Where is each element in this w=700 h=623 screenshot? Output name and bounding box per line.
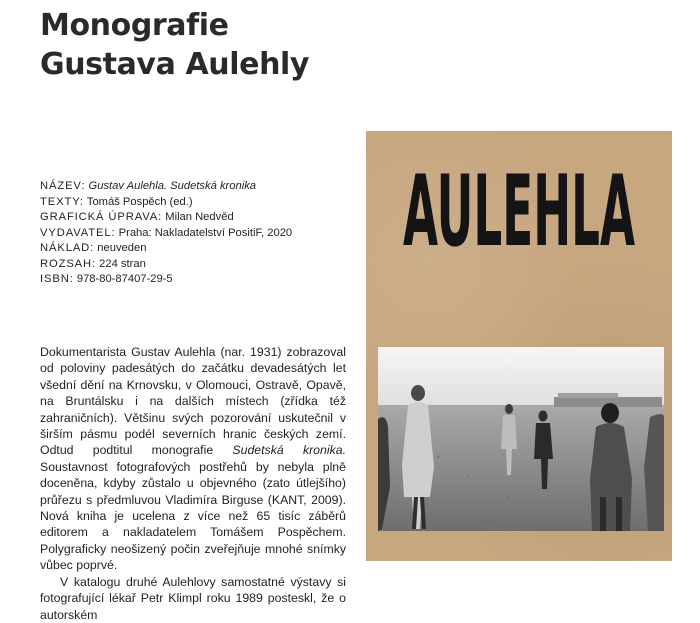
meta-row-design	[40, 210, 340, 226]
paragraph-1-part-b: Soustavnost fotografových postřehů by nebyla plně doceněna, kdyby zůstalo u objevného (zato útlejšího) průřezu s předmluvou Vladimíra Birguse (KANT, 2009). Nová kniha je ucelena z více než 65 tisíc záběrů editorem a nakladatelem Tomášem Pospěchem. Polygraficky neošizený počin zveřejňuje mnohé snímky vůbec poprvé.	[40, 459, 346, 573]
meta-value: 978-80-87407-29-5	[76, 273, 173, 285]
paragraph-2: V katalogu druhé Aulehlovy samostatné výstavy si fotografující lékař Petr Klimpl roku 1989 posteskl, že o autorském	[40, 574, 346, 622]
book-metadata	[40, 179, 340, 288]
meta-value: neuveden	[97, 242, 147, 254]
paragraph-1	[40, 344, 346, 574]
meta-key: VYDAVATEL:	[40, 226, 116, 239]
cover-photograph	[378, 347, 664, 531]
cover-title-lettering	[366, 133, 672, 253]
meta-key: ROZSAH:	[40, 257, 97, 270]
meta-value: 224 stran	[99, 257, 146, 270]
meta-value: Milan Nedvěd	[165, 211, 234, 223]
meta-key: ISBN:	[40, 273, 74, 285]
meta-row-title	[40, 179, 340, 195]
meta-key: NÁKLAD:	[40, 242, 95, 254]
meta-value: Praha: Nakladatelství PositiF, 2020	[118, 226, 293, 239]
article-headline	[40, 6, 309, 84]
meta-row-extent	[40, 257, 340, 273]
book-subtitle-italic: Sudetská kronika.	[232, 443, 346, 458]
meta-row-texts	[40, 195, 340, 211]
meta-value: Tomáš Pospěch (ed.)	[86, 195, 193, 208]
meta-value: Gustav Aulehla. Sudetská kronika	[88, 180, 257, 192]
meta-row-isbn	[40, 272, 340, 288]
paragraph-1-part-a: Dokumentarista Gustav Aulehla (nar. 1931) zobrazoval od poloviny padesátých do začátku devadesátých let všední dění na Krnovsku, v Olomouci, Ostravě, Opavě, na Bruntálsku i na dalších místech (zřídka též zahraničních). Většinu svých pozorování uskutečnil v širším pásmu podél severních hranic českých zemí. Odtud podtitul monografie	[40, 345, 346, 458]
meta-key: TEXTY:	[40, 195, 84, 208]
cover-title: AULEHLA	[403, 155, 636, 253]
headline-line-2: Gustava Aulehly	[40, 47, 310, 82]
meta-key: GRAFICKÁ ÚPRAVA:	[40, 211, 163, 223]
meta-key: NÁZEV:	[40, 180, 86, 192]
photo-street-scene	[378, 347, 664, 531]
book-cover-image	[366, 131, 672, 561]
meta-row-publisher	[40, 226, 340, 242]
meta-row-print-run	[40, 241, 340, 257]
review-body	[40, 344, 346, 623]
headline-line-1: Monografie	[40, 8, 229, 43]
